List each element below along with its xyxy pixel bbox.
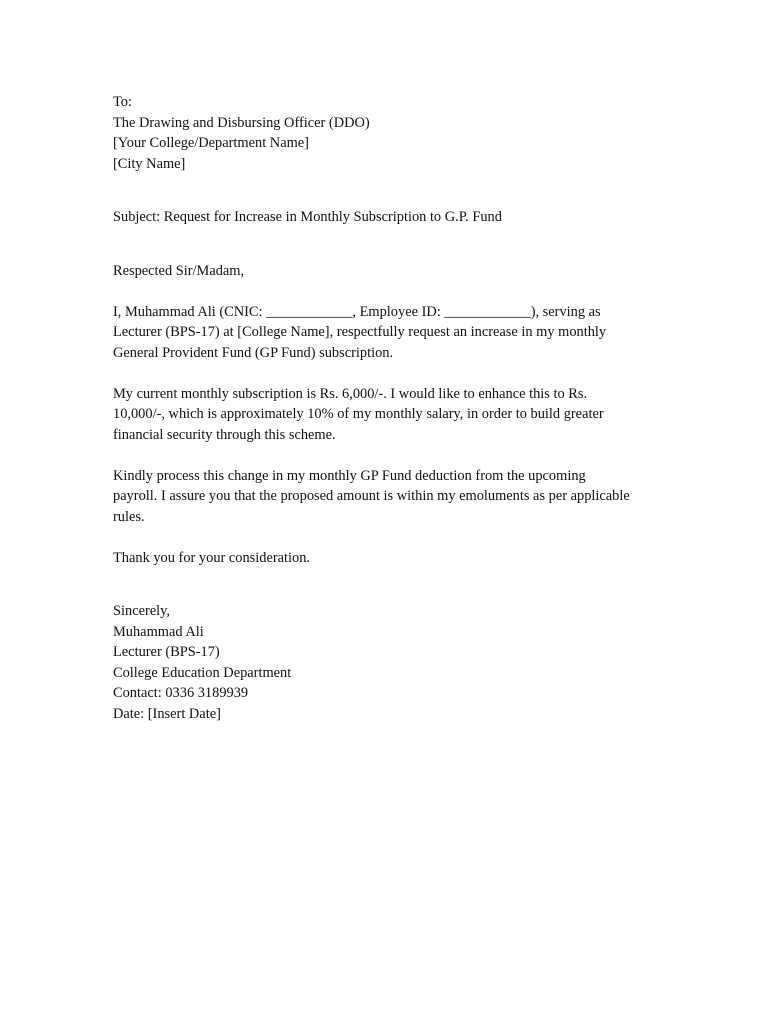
signer-contact: Contact: 0336 3189939 [113,685,249,701]
paragraph-line: rules. [113,508,145,525]
salutation: Respected Sir/Madam, [113,262,245,279]
paragraph-line: payroll. I assure you that the proposed amount is within my emoluments as per applicable [113,488,630,504]
sign-off: Sincerely, [113,603,171,619]
body-paragraph-thanks [113,548,673,569]
subject-line: Subject: Request for Increase in Monthly Subscription to G.P. Fund [113,209,502,225]
signer-name: Muhammad Ali [113,623,204,640]
body-paragraph-request [113,302,673,364]
recipient-block [113,92,673,174]
paragraph-line: 10,000/-, which is approximately 10% of my monthly salary, in order to build greater [113,406,604,422]
paragraph-line: General Provident Fund (GP Fund) subscription. [113,344,394,361]
signer-designation: Lecturer (BPS-17) [113,644,220,660]
signature-block [113,601,673,724]
recipient-title: The Drawing and Disbursing Officer (DDO) [113,114,370,131]
recipient-city: [City Name] [113,155,186,172]
paragraph-line: financial security through this scheme. [113,426,336,443]
recipient-institution: [Your College/Department Name] [113,135,309,151]
body-paragraph-amount [113,384,673,446]
paragraph-line: Lecturer (BPS-17) at [College Name], respectfully request an increase in my monthly [113,324,607,340]
paragraph-line: My current monthly subscription is Rs. 6,000/-. I would like to enhance this to Rs. [113,385,588,402]
signer-department: College Education Department [113,664,292,681]
letter-date: Date: [Insert Date] [113,705,221,722]
paragraph-line: I, Muhammad Ali (CNIC: ____________, Employee ID: ____________), serving as [113,303,601,320]
paragraph-line: Thank you for your consideration. [113,549,311,566]
paragraph-line: Kindly process this change in my monthly GP Fund deduction from the upcoming [113,467,586,484]
letter-page [113,92,673,724]
to-label: To: [113,94,132,110]
body-paragraph-process [113,466,673,528]
